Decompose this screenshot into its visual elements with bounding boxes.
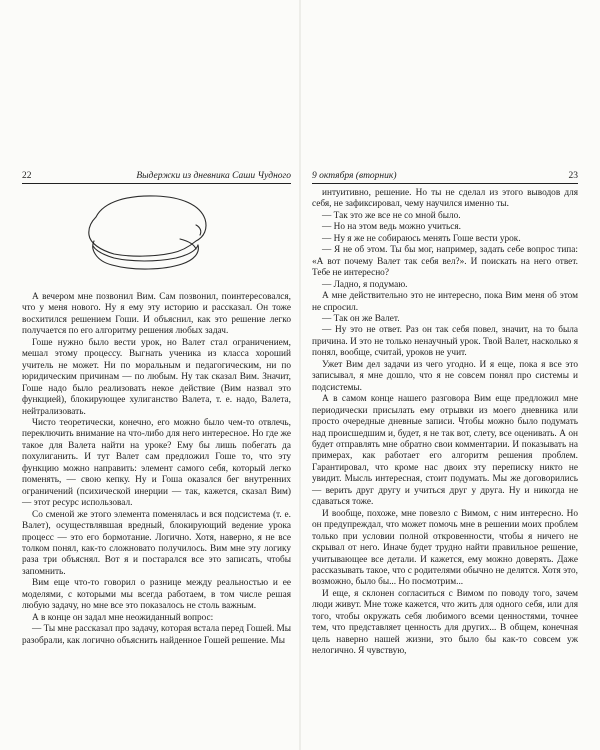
paragraph: — Я не об этом. Ты бы мог, например, задать себе вопрос типа: «А вот почему Валет так себя вел?». И поискать на него ответ. Тебе не интересно?	[312, 245, 578, 279]
cap-drawing-illustration	[84, 191, 210, 277]
paragraph: А в самом конце нашего разговора Вим еще предложил мне периодически присылать ему отрывки из моего дневника или просто очередные дневные записи. Чтобы можно было подумать над происшедшим и, будет, я не так вот, слету, все оценивать. А он будет отправлять мне обратно свои комментарии. И показывать на примерах, как работает его алгоритм решения проблем. Гарантировал, что кроме нас двоих эту переписку никто не увидит. Мысль интересная, стоит подумать. Мы же договорились — верить друг другу и учиться друг у друга. Ну и никогда не сдаваться тоже.	[312, 394, 578, 508]
header-rule	[312, 183, 578, 184]
page-number: 23	[568, 171, 578, 181]
paragraph: Чисто теоретически, конечно, его можно было чем-то отвлечь, переключить внимание на что-либо для него интересное. Но где же такое для Валета найти на уроке? Ему бы лишь побегать да похулиганить. И тут Валет сам предложил Гоше то, что эту функцию можно направить: элемент самого себя, который легко поменять, — свою кепку. Ну и Гоша оказался бег внутренних ограничений (психической инерции — так, кажется, сказал Вим) — этот ресурс использовал.	[22, 417, 291, 509]
running-title: 9 октября (вторник)	[312, 171, 397, 181]
right-page	[300, 0, 600, 750]
right-page-body	[312, 188, 578, 658]
left-page-body	[22, 292, 291, 647]
paragraph: — Ладно, я подумаю.	[322, 279, 408, 290]
paragraph: А мне действительно это не интересно, пока Вим меня об этом не спросил.	[312, 291, 578, 313]
page-number: 22	[22, 171, 32, 181]
paragraph: Гоше нужно было вести урок, но Валет стал ограничением, мешал этому процессу. Выгнать ученика из класса хороший учитель не может. Ни по моральным и педагогическим, ни по юридическим причинам — по любым. Ну так сказал Вим. Значит, Гоше надо было реализовать некое действие (Вим назвал это функцией), блокирующее хулиганство Валета, т. е. надо, Валета, нейтрализовать.	[22, 337, 291, 417]
paragraph: Вим еще что-то говорил о разнице между реальностью и ее моделями, с которыми мы всегда работаем, в том числе решая любую задачу, но мне все это показалось не столь важным.	[22, 578, 291, 612]
paragraph: — Так это же все не со мной было.	[322, 210, 461, 221]
running-title: Выдержки из дневника Саши Чудного	[136, 171, 291, 181]
paragraph: И еще, я склонен согласиться с Вимом по поводу того, зачем люди живут. Мне тоже кажется, что жить для одного себя, или для того, чтобы окружать себя любимого всеми ценностями, точнее тем, что представляет ценность для других... В общем, конечная цель наверно нашей жизни, это было бы как-то совсем уж нелогично. Я чувствую,	[312, 588, 578, 657]
paragraph: А в конце он задал мне неожиданный вопрос:	[32, 612, 214, 623]
paragraph: — Так он же Валет.	[322, 313, 400, 324]
paragraph: интуитивно, решение. Но ты не сделал из этого выводов для себя, не зафиксировал, чему научился именно ты.	[312, 188, 578, 210]
header-rule	[22, 183, 291, 184]
paragraph: — Ну это не ответ. Раз он так себя повел, значит, на то была причина. И это не только ненаучный урок. Твой Валет, насколько я понял, вообще, считай, уроков не учит.	[312, 325, 578, 359]
paragraph: — Ну я же не собираюсь менять Гоше вести урок.	[322, 233, 521, 244]
paragraph: И вообще, похоже, мне повезло с Вимом, с ним интересно. Но он предупреждал, что может помочь мне в решении моих проблем только при условии полной откровенности, чтобы я ничего не скрывал от него. Иначе будет трудно найти правильное решение, учитывающее все детали. И кажется, ему можно доверять. Даже рассказывать такое, что с родителями обычно не делятся. Хотя это, возможно, было бы... Но посмотрим...	[312, 508, 578, 588]
paragraph: А вечером мне позвонил Вим. Сам позвонил, поинтересовался, что у меня нового. Ну я ему эту историю и рассказал. Он тоже восхитился решением Гоши. И объяснил, как это решение легко получается по его алгоритму решения любых задач.	[22, 292, 291, 337]
paragraph: — Ты мне рассказал про задачу, которая встала перед Гошей. Мы разобрали, как логично объяснить найденное Гошей решение. Мы	[22, 624, 291, 646]
paragraph: — Но на этом ведь можно учиться.	[322, 222, 461, 233]
paragraph: Ужет Вим дел задачи из чего угодно. И я еще, пока я все это записывал, я мне дошло, что я не совсем понял про системы и подсистемы.	[312, 359, 578, 393]
paragraph: Со сменой же этого элемента поменялась и вся подсистема (т. е. Валет), осуществлявшая вредный, блокирующий ведение урока процесс — это его бормотание. Логично. Хотя, наверно, я не все толком понял, как-то сложновато получилось. Вим мне эту логику раза три объяснял. Вот я и постарался все это записать, чтобы запомнить.	[22, 509, 291, 577]
